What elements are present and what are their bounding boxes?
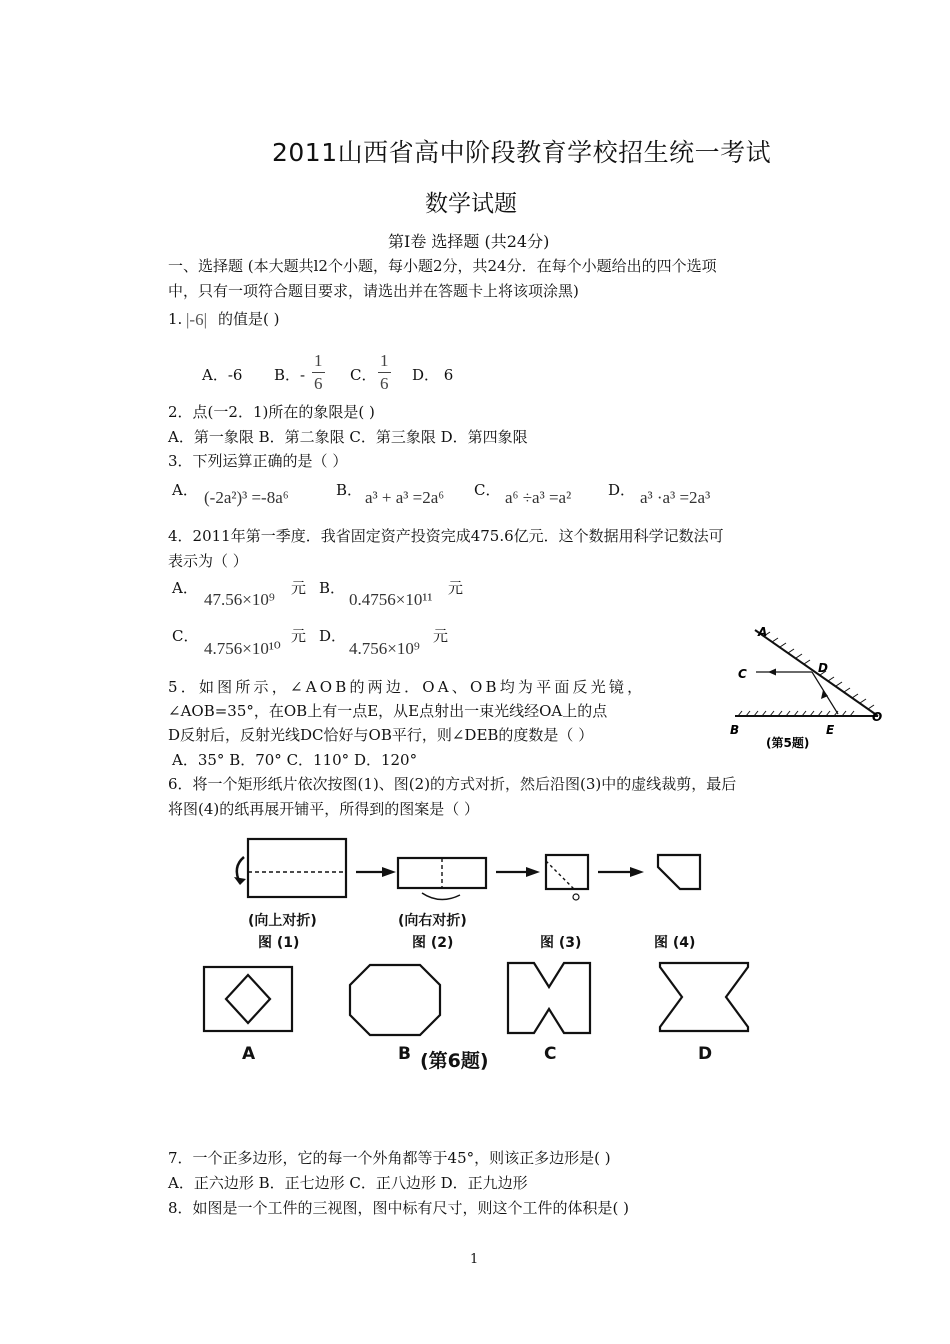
q4-option-d-expr: 4.756×10⁹	[349, 639, 420, 658]
q5-stem-line-2: ∠AOB=35°，在OB上有一点E，从E点射出一束光线经OA上的点	[168, 702, 608, 720]
q3-stem: 3．下列运算正确的是（ ）	[168, 452, 348, 470]
q1-option-d: D． 6	[412, 366, 454, 384]
q2-options: A．第一象限 B．第二象限 C．第三象限 D．第四象限	[168, 428, 528, 446]
exam-subtitle: 数学试题	[425, 191, 517, 217]
option-b-octagon	[350, 965, 440, 1035]
fraction-numerator: 1	[312, 350, 325, 373]
q1-option-a: A．-6	[202, 366, 243, 384]
label-c: C	[738, 667, 747, 681]
q6-stem-line-2: 将图(4)的纸再展开铺平，所得到的图案是（ ）	[168, 800, 480, 818]
q5-stem-line-1: 5．如图所示，∠AOB的两边．OA、OB均为平面反光镜，	[168, 678, 646, 696]
fig1-rectangle	[248, 839, 346, 897]
fig2-label: 图 (2)	[412, 935, 454, 951]
q4-option-a-label: A．	[172, 579, 198, 597]
option-d-label: D	[698, 1044, 713, 1064]
label-e: E	[826, 723, 835, 737]
q4-option-b-label: B．	[319, 579, 346, 597]
q1-option-b-fraction	[312, 350, 325, 395]
option-a-diamond	[226, 975, 270, 1023]
q3-option-a-label: A．	[172, 481, 198, 499]
option-b-label: B	[398, 1044, 411, 1064]
label-o: O	[872, 710, 883, 724]
fig1-arrowhead-icon	[234, 877, 246, 885]
q7-options: A．正六边形 B．正七边形 C．正八边形 D．正九边形	[168, 1174, 528, 1192]
q4-stem-line-2: 表示为（ ）	[168, 552, 248, 570]
option-d-shape	[660, 963, 748, 1031]
instructions-line-1: 一、选择题 (本大题共l2个小题，每小题2分，共24分．在每个小题给出的四个选项	[168, 257, 717, 275]
q4-option-a-unit: 元	[291, 579, 307, 597]
q3-option-c-label: C．	[474, 481, 501, 499]
fig2-fold-arrow-icon	[422, 893, 460, 900]
q1-number: 1.	[168, 310, 183, 328]
q4-option-c-expr: 4.756×10¹⁰	[204, 639, 281, 658]
label-b: B	[730, 723, 740, 737]
label-d: D	[818, 661, 828, 675]
q1-option-c: C．	[350, 366, 377, 384]
exam-title: 2011山西省高中阶段教育学校招生统一考试	[272, 138, 772, 167]
q4-option-b-expr: 0.4756×10¹¹	[349, 590, 433, 609]
q1-option-c-fraction	[378, 350, 391, 395]
page-number: 1	[470, 1252, 479, 1267]
q4-stem-line-1: 4．2011年第一季度．我省固定资产投资完成475.6亿元．这个数据用科学记数法可	[168, 527, 724, 545]
q4-option-a-expr: 47.56×10⁹	[204, 590, 275, 609]
q6-stem-line-1: 6．将一个矩形纸片依次按图(1)、图(2)的方式对折，然后沿图(3)中的虚线裁剪，最后	[168, 775, 737, 793]
label-a: A	[758, 625, 768, 639]
arrowhead-1-icon	[382, 867, 396, 877]
q3-option-a-expr: (-2a²)³ =-8a⁶	[204, 488, 289, 507]
q1-stem: 的值是( )	[218, 310, 280, 328]
fig4-shape	[658, 855, 700, 889]
q4-option-d-unit: 元	[433, 627, 449, 645]
q3-option-c-expr: a⁶ ÷a³ =a²	[505, 488, 572, 507]
q5-stem-line-3: D反射后，反射光线DC恰好与OB平行，则∠DEB的度数是（ ）	[168, 726, 594, 744]
fraction-denominator: 6	[314, 374, 323, 393]
scissors-icon	[573, 894, 579, 900]
q3-option-d-label: D．	[608, 481, 636, 499]
arrowhead-3-icon	[630, 867, 644, 877]
fig3-cut-line	[546, 861, 574, 889]
q5-figure	[720, 620, 900, 755]
figure-caption: (第5题)	[766, 736, 810, 750]
fig3-square	[546, 855, 588, 889]
fraction-numerator: 1	[378, 350, 391, 373]
arrow-left-icon	[768, 669, 776, 676]
q6-figure	[170, 825, 790, 1100]
section-title: 第Ⅰ卷 选择题 (共24分)	[388, 232, 550, 251]
q4-option-d-label: D．	[319, 627, 347, 645]
q1-option-b: B．-	[274, 366, 306, 384]
option-c-label: C	[544, 1044, 557, 1064]
fig4-label: 图 (4)	[654, 935, 696, 951]
fold-right-label: (向右对折)	[398, 913, 467, 929]
fold-up-label: (向上对折)	[248, 913, 317, 929]
fraction-denominator: 6	[380, 374, 389, 393]
q7-stem: 7．一个正多边形，它的每一个外角都等于45°，则该正多边形是( )	[168, 1149, 611, 1167]
option-c-shape	[508, 963, 590, 1033]
q1-expression: |-6|	[186, 310, 207, 329]
q4-option-c-unit: 元	[291, 627, 307, 645]
q3-option-b-expr: a³ + a³ =2a⁶	[365, 488, 445, 507]
q3-option-b-label: B．	[336, 481, 363, 499]
instructions-line-2: 中，只有一项符合题目要求，请选出并在答题卡上将该项涂黑)	[168, 282, 579, 300]
q4-option-b-unit: 元	[448, 579, 464, 597]
figure-caption: (第6题)	[420, 1050, 489, 1072]
q3-option-d-expr: a³ ·a³ =2a³	[640, 488, 711, 507]
option-a-label: A	[242, 1044, 256, 1064]
q2-stem: 2．点(一2．1)所在的象限是( )	[168, 403, 375, 421]
fig1-label: 图 (1)	[258, 935, 300, 951]
q4-option-c-label: C．	[172, 627, 199, 645]
fig3-label: 图 (3)	[540, 935, 582, 951]
q5-options: A．35° B．70° C．110° D．120°	[172, 751, 418, 769]
q8-stem: 8．如图是一个工件的三视图，图中标有尺寸，则这个工件的体积是( )	[168, 1199, 630, 1217]
arrowhead-2-icon	[526, 867, 540, 877]
